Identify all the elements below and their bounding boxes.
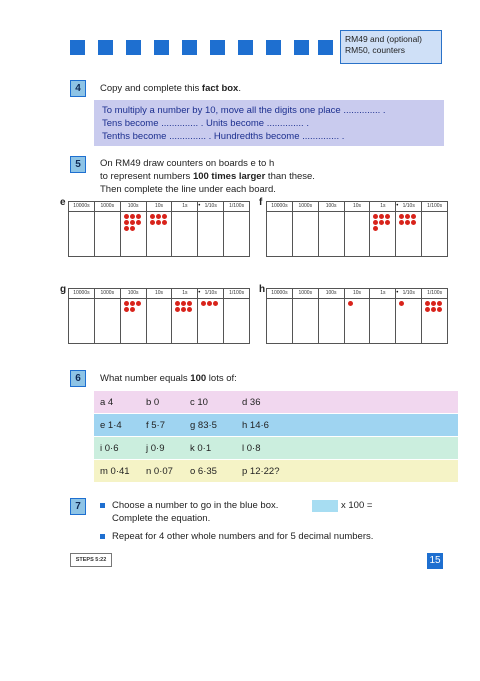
counter [124,220,129,225]
q6-item: j 0·9 [146,442,165,454]
counter [175,307,180,312]
decimal-point-icon: • [198,290,201,296]
counter [431,301,436,306]
board-column [95,289,121,343]
counter [379,220,384,225]
column-header: 1s [370,289,395,299]
counter [162,220,167,225]
column-header: 1s [172,289,197,299]
counter [150,220,155,225]
header-square [154,40,169,55]
counter [124,226,129,231]
board-column [147,289,173,343]
board-column [95,202,121,256]
counter [162,214,167,219]
q4-instruction: Copy and complete this fact box. [100,83,241,94]
q6-item: e 1·4 [100,419,122,431]
q6-item: o 6·35 [190,465,217,477]
header-square [210,40,225,55]
board-column [198,289,224,343]
column-header: 1/10s [396,289,421,299]
fact-line: To multiply a number by 10, move all the digits one place .............. . [102,105,386,116]
header-square [126,40,141,55]
counter [399,220,404,225]
board-column [319,202,345,256]
column-header: 100s [121,202,146,212]
decimal-point-icon: • [198,203,201,209]
place-value-board-g [68,288,250,344]
column-header: 100s [319,289,344,299]
board-column [370,289,399,343]
q6-item: m 0·41 [100,465,130,477]
q6-item: g 83·5 [190,419,217,431]
counter [187,301,192,306]
column-header: 100s [319,202,344,212]
counter [130,214,135,219]
counter [150,214,155,219]
board-column [345,289,371,343]
counter [207,301,212,306]
counter [405,214,410,219]
q6-item: n 0·07 [146,465,173,477]
board-column [396,202,422,256]
header-square [318,40,333,55]
board-column [69,289,95,343]
counter [130,307,135,312]
column-header: 1000s [293,289,318,299]
counter [181,307,186,312]
counter [437,301,442,306]
counter [431,307,436,312]
counter [130,220,135,225]
board-column [267,202,293,256]
column-header: 1/100s [422,202,447,212]
board-column [224,202,249,256]
board-label: h [259,284,266,295]
bullet-icon [100,534,105,539]
column-header: 1s [370,202,395,212]
q7-bullet-1: Choose a number to go in the blue box. Complete the equation. [112,500,279,524]
board-column [396,289,422,343]
board-column [172,289,201,343]
bullet-icon [100,503,105,508]
q6-item: a 4 [100,396,114,408]
q6-row [94,437,458,459]
header-square [98,40,113,55]
q6-item: l 0·8 [242,442,261,454]
decimal-point-icon: • [396,203,399,209]
counter [136,301,141,306]
fact-line: Tens become .............. . Units become .............. . [102,118,309,129]
steps-reference: STEPS 5:22 [70,553,112,567]
counter [399,301,404,306]
board-column [319,289,345,343]
column-header: 1/10s [198,202,223,212]
counter [373,214,378,219]
column-header: 10000s [69,202,94,212]
fact-line: Tenths become .............. . Hundredths become .............. . [102,131,345,142]
column-header: 1/100s [422,289,447,299]
board-column [69,202,95,256]
q6-row [94,391,458,413]
q6-item: k 0·1 [190,442,212,454]
counter [411,214,416,219]
column-header: 1000s [95,289,120,299]
counter [156,220,161,225]
counter [411,220,416,225]
counter [405,220,410,225]
answer-blue-box [312,500,338,512]
counter [425,307,430,312]
column-header: 1s [172,202,197,212]
board-column [198,202,224,256]
resources-box: RM49 and (optional) RM50, counters [340,30,442,64]
counter [373,220,378,225]
column-header: 1/10s [396,202,421,212]
board-column [345,202,371,256]
counter [130,226,135,231]
board-column [224,289,249,343]
counter [187,307,192,312]
place-value-board-h [266,288,448,344]
question-number-5: 5 [70,156,86,173]
board-column [147,202,173,256]
q6-item: f 5·7 [146,419,166,431]
column-header: 1/100s [224,289,249,299]
q6-row [94,414,458,436]
board-column [121,289,147,343]
board-column [422,289,447,343]
header-square [238,40,253,55]
column-header: 100s [121,289,146,299]
place-value-board-f [266,201,448,257]
counter [201,301,206,306]
question-number-4: 4 [70,80,86,97]
header-square [294,40,309,55]
column-header: 1/10s [198,289,223,299]
decimal-point-icon: • [396,290,399,296]
board-column [172,202,201,256]
column-header: 1000s [293,202,318,212]
column-header: 10s [345,202,370,212]
board-column [370,202,399,256]
header-square [70,40,85,55]
header-square [182,40,197,55]
counter [399,214,404,219]
counter [385,220,390,225]
column-header: 10000s [69,289,94,299]
q6-row [94,460,458,482]
column-header: 1/100s [224,202,249,212]
q6-item: h 14·6 [242,419,269,431]
q6-instruction: What number equals 100 lots of: [100,373,237,384]
counter [373,226,378,231]
counter [213,301,218,306]
column-header: 10s [147,289,172,299]
q7-bullet-2: Repeat for 4 other whole numbers and for 5 decimal numbers. [112,531,374,542]
q6-item: d 36 [242,396,261,408]
counter [437,307,442,312]
board-column [422,202,447,256]
column-header: 10s [147,202,172,212]
q6-item: b 0 [146,396,160,408]
header-square [266,40,281,55]
column-header: 10000s [267,202,292,212]
board-label: f [259,197,263,208]
board-column [293,289,319,343]
board-label: e [60,197,66,208]
counter [130,301,135,306]
column-header: 1000s [95,202,120,212]
counter [181,301,186,306]
q6-item: p 12·22? [242,465,280,477]
board-column [293,202,319,256]
board-column [267,289,293,343]
counter [136,220,141,225]
q6-item: c 10 [190,396,208,408]
counter [124,301,129,306]
counter [425,301,430,306]
q6-item: i 0·6 [100,442,119,454]
column-header: 10s [345,289,370,299]
question-number-7: 7 [70,498,86,515]
counter [124,214,129,219]
board-label: g [60,284,67,295]
place-value-board-e [68,201,250,257]
column-header: 10000s [267,289,292,299]
counter [175,301,180,306]
counter [124,307,129,312]
fact-box [94,100,444,146]
counter [348,301,353,306]
question-number-6: 6 [70,370,86,387]
q5-instruction: On RM49 draw counters on boards e to h to represent numbers 100 times larger than these. Then complete the line under each board. [100,158,315,195]
page-number: 15 [427,553,443,569]
board-column [121,202,147,256]
counter [385,214,390,219]
counter [379,214,384,219]
q7-equation: x 100 = [341,500,373,511]
counter [136,214,141,219]
counter [156,214,161,219]
